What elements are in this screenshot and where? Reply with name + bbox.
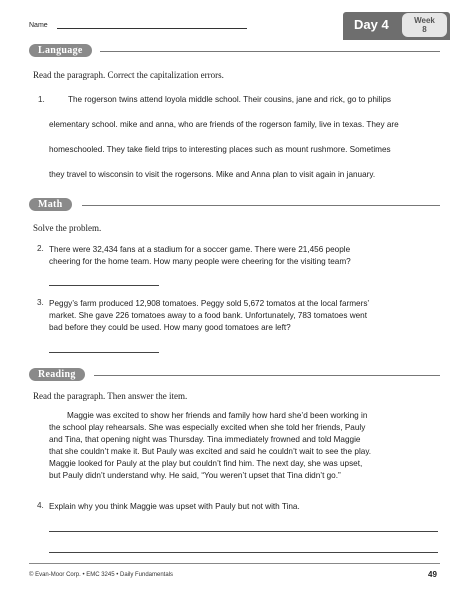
math-q2-line-2: cheering for the home team. How many people were cheering for the visiting team? — [49, 257, 351, 266]
reading-q4-text: Explain why you think Maggie was upset with Pauly but not with Tina. — [49, 502, 300, 511]
language-instruction: Read the paragraph. Correct the capitalization errors. — [33, 70, 224, 80]
week-number: 8 — [422, 25, 427, 34]
day-label: Day 4 — [354, 17, 389, 32]
language-line-1: The rogerson twins attend loyola middle school. Their cousins, jane and rick, go to philips — [68, 95, 391, 104]
section-header-math: Math — [29, 198, 72, 211]
reading-line-2: the school play rehearsals. She was especially excited when she told her friends, Pauly — [49, 423, 366, 432]
section-rule-math — [82, 205, 440, 206]
item-number-4: 4. — [37, 501, 44, 510]
section-rule-language — [100, 51, 440, 52]
math-q3-line-1: Peggy’s farm produced 12,908 tomatoes. Peggy sold 5,672 tomatos at the local farmers’ — [49, 299, 370, 308]
reading-line-1: Maggie was excited to show her friends and family how hard she’d been working in — [67, 411, 368, 420]
answer-line-4a[interactable] — [49, 531, 438, 532]
footer-rule — [29, 563, 440, 564]
reading-instruction: Read the paragraph. Then answer the item. — [33, 391, 188, 401]
page-number: 49 — [428, 570, 437, 579]
answer-line-4b[interactable] — [49, 552, 438, 553]
week-badge — [402, 13, 447, 37]
item-number-3: 3. — [37, 298, 44, 307]
answer-line-2[interactable] — [49, 285, 159, 286]
name-label: Name — [29, 22, 48, 29]
section-rule-reading — [94, 375, 440, 376]
reading-line-3: and Tina, that opening night was Thursday. Tina immediately frowned and told Maggie — [49, 435, 361, 444]
math-q2-line-1: There were 32,434 fans at a stadium for a soccer game. There were 21,456 people — [49, 245, 351, 254]
language-line-3: homeschooled. They take field trips to interesting places such as mount rushmore. Sometimes — [49, 145, 391, 154]
item-number-2: 2. — [37, 244, 44, 253]
language-line-4: they travel to wisconsin to visit the rogersons. Mike and Anna plan to visit again in january. — [49, 170, 376, 179]
math-q3-line-2: market. She gave 226 tomatoes away to a food bank. Unfortunately, 783 tomatoes went — [49, 311, 367, 320]
answer-line-3[interactable] — [49, 352, 159, 353]
reading-line-4: that she couldn’t make it. But Pauly was excited and said he couldn’t wait to see the play. — [49, 447, 372, 456]
item-number-1: 1. — [38, 95, 45, 104]
math-instruction: Solve the problem. — [33, 223, 102, 233]
section-header-reading: Reading — [29, 368, 85, 381]
language-line-2: elementary school. mike and anna, who are friends of the rogerson family, live in texas. They are — [49, 120, 399, 129]
reading-line-6: but Pauly didn’t understand why. He said, “You weren’t upset that Tina didn’t go.” — [49, 471, 341, 480]
week-label: Week — [414, 16, 435, 25]
name-field[interactable] — [57, 28, 247, 29]
header-rule — [343, 38, 450, 40]
reading-line-5: Maggie looked for Pauly at the play but couldn’t find him. The next day, she was upset, — [49, 459, 363, 468]
footer-credit: © Evan-Moor Corp. • EMC 3245 • Daily Fundamentals — [29, 572, 174, 578]
math-q3-line-3: bad before they could be used. How many good tomatoes are left? — [49, 323, 291, 332]
section-header-language: Language — [29, 44, 92, 57]
